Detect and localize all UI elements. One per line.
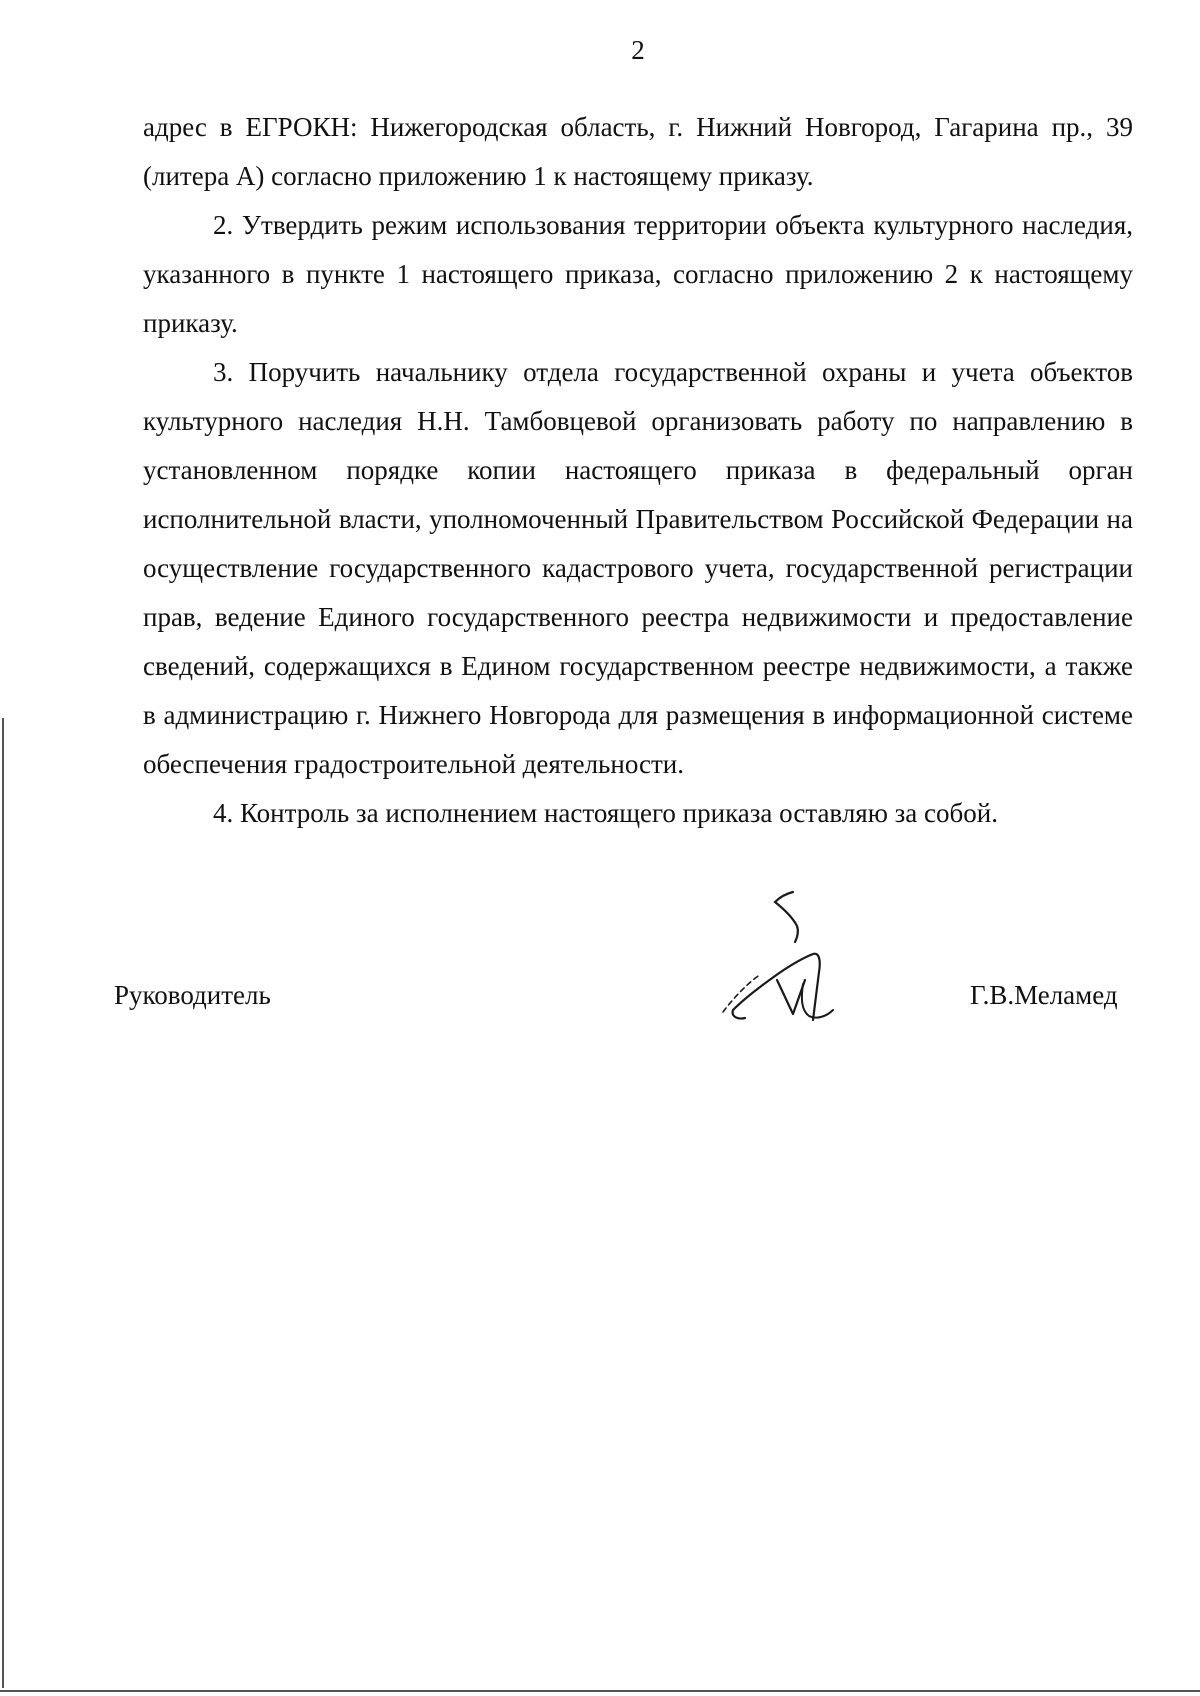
handwritten-signature: [715, 880, 855, 1030]
paragraph-address: адрес в ЕГРОКН: Нижегородская область, г. Нижний Новгород, Гагарина пр., 39 (литера А) согласно приложению 1 к настоящему приказу.: [143, 112, 1133, 191]
document-body: [143, 103, 1133, 838]
page-number: 2: [631, 35, 645, 65]
paragraph-item-4: 4. Контроль за исполнением настоящего приказа оставляю за собой.: [213, 798, 998, 828]
paragraph-item-3: 3. Поручить начальнику отдела государственной охраны и учета объектов культурного наследия Н.Н. Тамбовцевой организовать работу по направлению в установленном порядке копии настоящего приказа в федеральный орган исполнительной власти, уполномоченный Правительством Российской Федерации на осуществление государственного кадастрового учета, государственной регистрации прав, ведение Единого государственного реестра недвижимости и предоставление сведений, содержащихся в Едином государственном реестре недвижимости, а также в администрацию г. Нижнего Новгорода для размещения в информационной системе обеспечения градостроительной деятельности.: [143, 357, 1133, 779]
signer-name: Г.В.Меламед: [970, 980, 1118, 1010]
paragraph-item-2: 2. Утвердить режим использования территории объекта культурного наследия, указанного в пункте 1 настоящего приказа, согласно приложению 2 к настоящему приказу.: [143, 210, 1133, 338]
scan-left-edge: [2, 718, 4, 1688]
scan-bottom-edge: [0, 1690, 1200, 1692]
signer-title: Руководитель: [114, 980, 271, 1010]
signature-block: [0, 980, 1200, 1040]
